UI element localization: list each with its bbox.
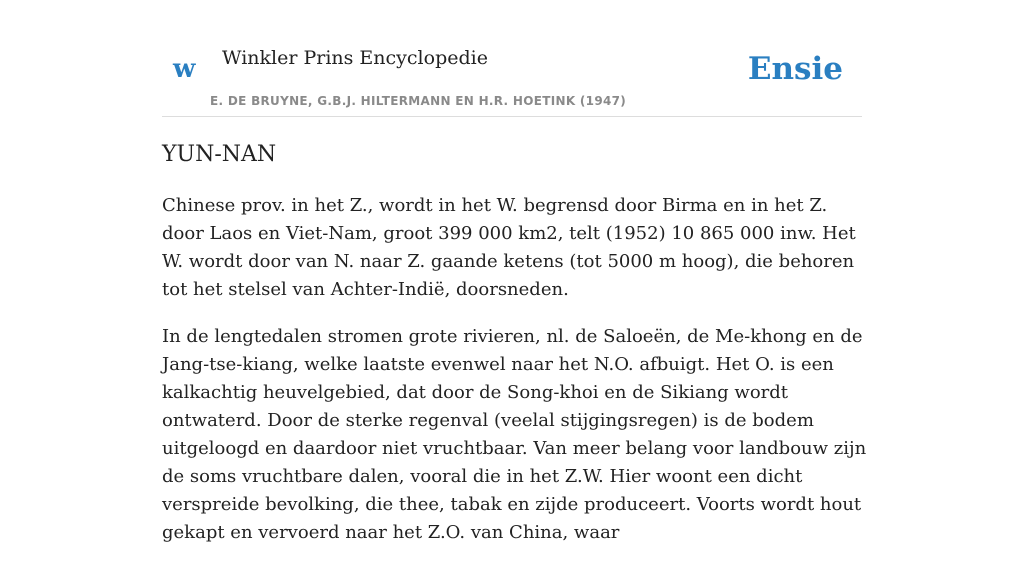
- entry-body: [162, 192, 867, 566]
- publication-title[interactable]: Winkler Prins Encyclopedie: [222, 47, 488, 69]
- winkler-prins-logo[interactable]: w: [173, 54, 196, 84]
- article-page: [162, 0, 867, 543]
- publication-authors: E. DE BRUYNE, G.B.J. HILTERMANN EN H.R. HOETINK (1947): [210, 94, 627, 108]
- entry-title: YUN-NAN: [162, 142, 277, 167]
- entry-paragraph: Chinese prov. in het Z., wordt in het W. begrensd door Birma en in het Z. door Laos en Viet-Nam, groot 399 000 km2, telt (1952) 10 865 000 inw. Het W. wordt door van N. naar Z. gaande ketens (tot 5000 m hoog), die behoren tot het stelsel van Achter-Indië, doorsneden.: [162, 195, 856, 300]
- ensie-logo[interactable]: Ensie: [747, 51, 843, 87]
- entry-paragraph: In de lengtedalen stromen grote rivieren, nl. de Saloeën, de Me-khong en de Jang-tse-kiang, welke laatste evenwel naar het N.O. afbuigt. Het O. is een kalkachtig heuvelgebied, dat door de Song-khoi en de Sikiang wordt ontwaterd. Door de sterke regenval (veelal stijgingsregen) is de bodem uitgeloogd en daardoor niet vruchtbaar. Van meer belang voor landbouw zijn de soms vruchtbare dalen, vooral die in het Z.W. Hier woont een dicht verspreide bevolking, die thee, tabak en zijde produceert. Voorts wordt hout gekapt en vervoerd naar het Z.O. van China, waar: [162, 326, 867, 543]
- page-header: [162, 0, 862, 117]
